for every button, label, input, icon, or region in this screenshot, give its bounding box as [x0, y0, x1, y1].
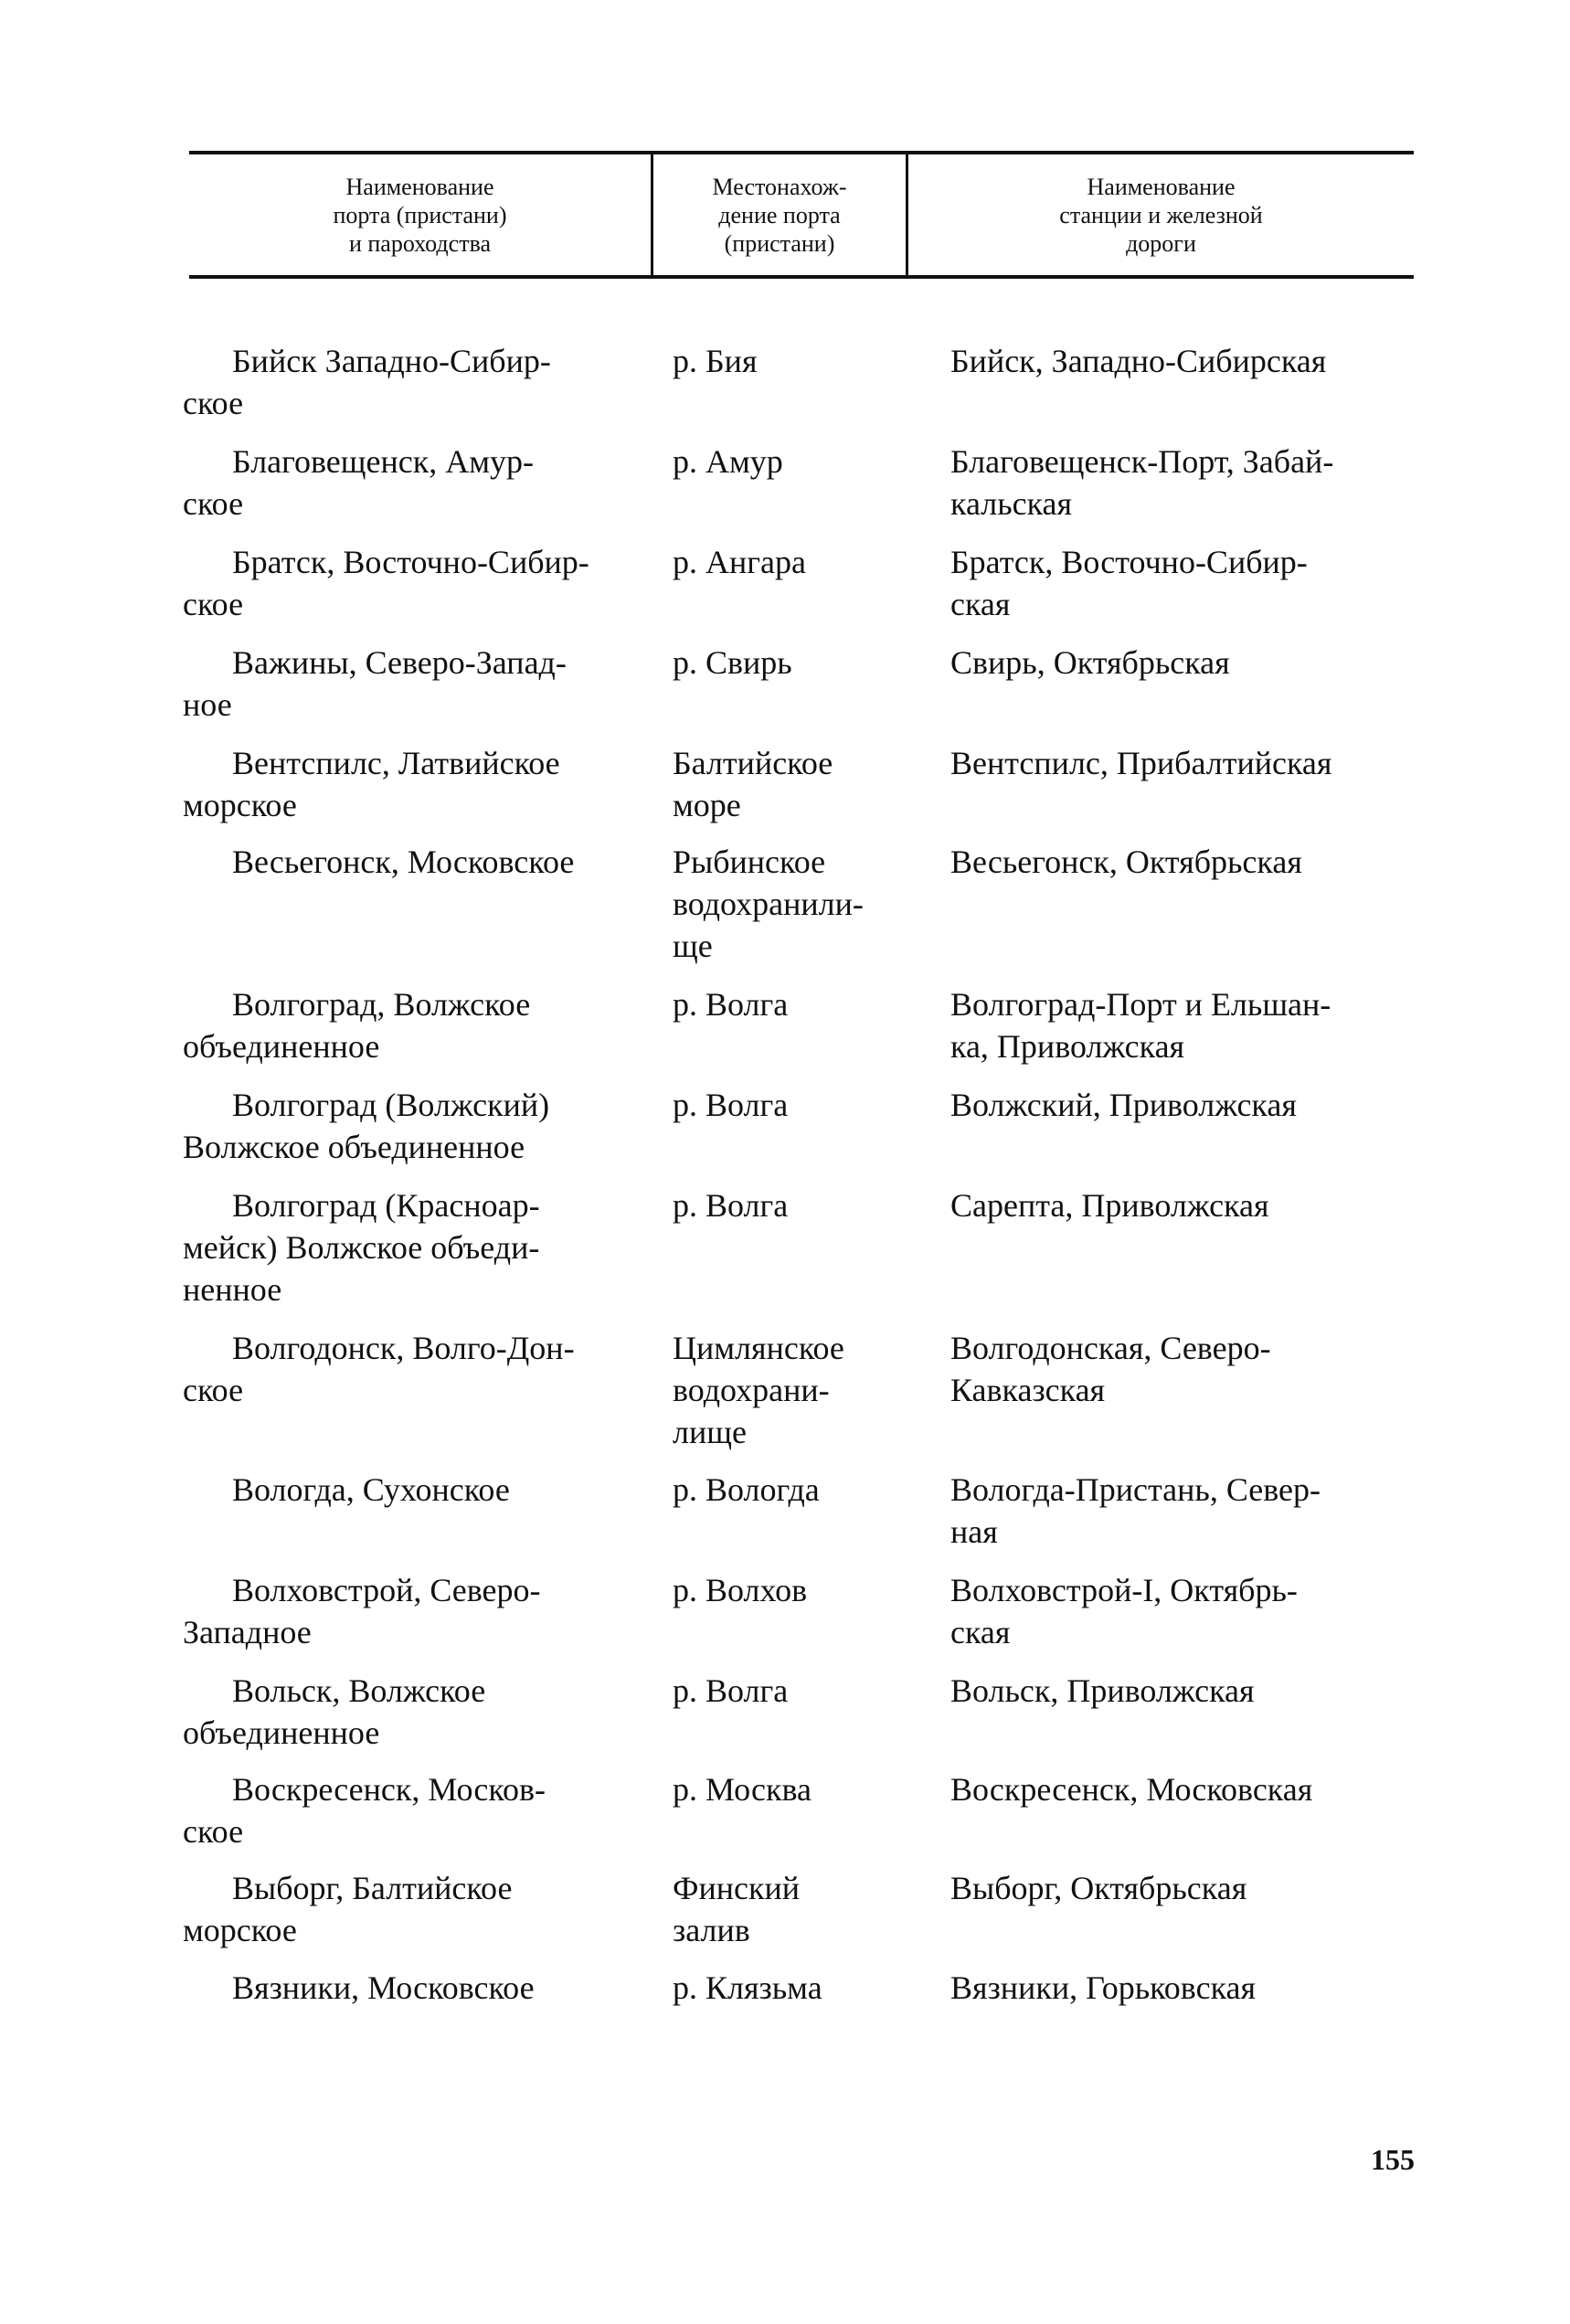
port-name-cell: Братск, Восточно-Сибир- ское	[183, 544, 589, 622]
port-name-cell: Бийск Западно-Сибир- ское	[183, 343, 551, 421]
station-cell: Сарепта, Приволжская	[950, 1187, 1269, 1224]
header-station	[908, 154, 1414, 275]
port-name-cell: Выборг, Балтийское морское	[183, 1870, 513, 1948]
port-name-cell: Волховстрой, Северо- Западное	[183, 1572, 541, 1650]
table-header	[189, 151, 1414, 279]
station-cell: Волгоград-Порт и Ельшан- ка, Приволжская	[950, 986, 1331, 1065]
station-cell: Вольск, Приволжская	[950, 1672, 1255, 1709]
station-cell: Воскресенск, Московская	[950, 1771, 1313, 1808]
port-location-cell: р. Волхов	[673, 1572, 808, 1608]
header-port-location-text: Местонахож- дение порта (пристани)	[712, 173, 847, 257]
port-name-cell: Вологда, Сухонское	[232, 1471, 510, 1508]
port-location-cell: Балтийское море	[673, 745, 833, 823]
header-port-name	[189, 154, 651, 275]
port-name-cell: Волгоград, Волжское объединенное	[183, 986, 531, 1065]
port-location-cell: р. Ангара	[673, 544, 806, 580]
port-location-cell: р. Волга	[673, 1672, 789, 1709]
station-cell: Волжский, Приволжская	[950, 1087, 1297, 1123]
station-cell: Благовещенск-Порт, Забай- кальская	[950, 443, 1334, 522]
port-name-cell: Воскресенск, Москов- ское	[183, 1771, 546, 1850]
port-location-cell: Цимлянское водохрани- лище	[673, 1330, 844, 1450]
port-name-cell: Важины, Северо-Запад- ное	[183, 644, 567, 723]
station-cell: Вологда-Пристань, Север- ная	[950, 1471, 1321, 1550]
station-cell: Волгодонская, Северо- Кавказская	[950, 1330, 1271, 1408]
port-location-cell: р. Волга	[673, 986, 789, 1023]
station-cell: Братск, Восточно-Сибир- ская	[950, 544, 1308, 622]
port-location-cell: р. Волга	[673, 1187, 789, 1224]
port-name-cell: Волгоград (Волжский) Волжское объединенное	[183, 1087, 550, 1165]
port-name-cell: Весьегонск, Московское	[232, 844, 575, 880]
station-cell: Бийск, Западно-Сибирская	[950, 343, 1327, 379]
port-name-cell: Благовещенск, Амур- ское	[183, 443, 534, 522]
page-number: 155	[1371, 2143, 1415, 2176]
port-name-cell: Вольск, Волжское объединенное	[183, 1672, 486, 1751]
port-name-cell: Волгодонск, Волго-Дон- ское	[183, 1330, 575, 1408]
port-name-cell: Вязники, Московское	[232, 1969, 535, 2006]
port-location-cell: р. Амур	[673, 443, 783, 480]
station-cell: Вентспилс, Прибалтийская	[950, 745, 1332, 781]
header-port-name-text: Наименование порта (пристани) и пароходства	[333, 173, 507, 257]
station-cell: Выборг, Октябрьская	[950, 1870, 1247, 1906]
port-name-cell: Вентспилс, Латвийское морское	[183, 745, 560, 823]
port-location-cell: р. Москва	[673, 1771, 812, 1808]
port-location-cell: Рыбинское водохранили- ще	[673, 844, 864, 964]
station-cell: Волховстрой-I, Октябрь- ская	[950, 1572, 1298, 1650]
header-station-text: Наименование станции и железной дороги	[1059, 173, 1263, 257]
port-location-cell: р. Свирь	[673, 644, 792, 681]
station-cell: Весьегонск, Октябрьская	[950, 844, 1302, 880]
header-port-location	[651, 154, 908, 275]
port-location-cell: р. Бия	[673, 343, 758, 379]
station-cell: Свирь, Октябрьская	[950, 644, 1230, 681]
port-location-cell: р. Вологда	[673, 1471, 820, 1508]
port-location-cell: р. Клязьма	[673, 1969, 822, 2006]
port-location-cell: р. Волга	[673, 1087, 789, 1123]
port-location-cell: Финский залив	[673, 1870, 800, 1948]
station-cell: Вязники, Горьковская	[950, 1969, 1257, 2006]
port-name-cell: Волгоград (Красноар- мейск) Волжское объеди- ненное	[183, 1187, 540, 1308]
